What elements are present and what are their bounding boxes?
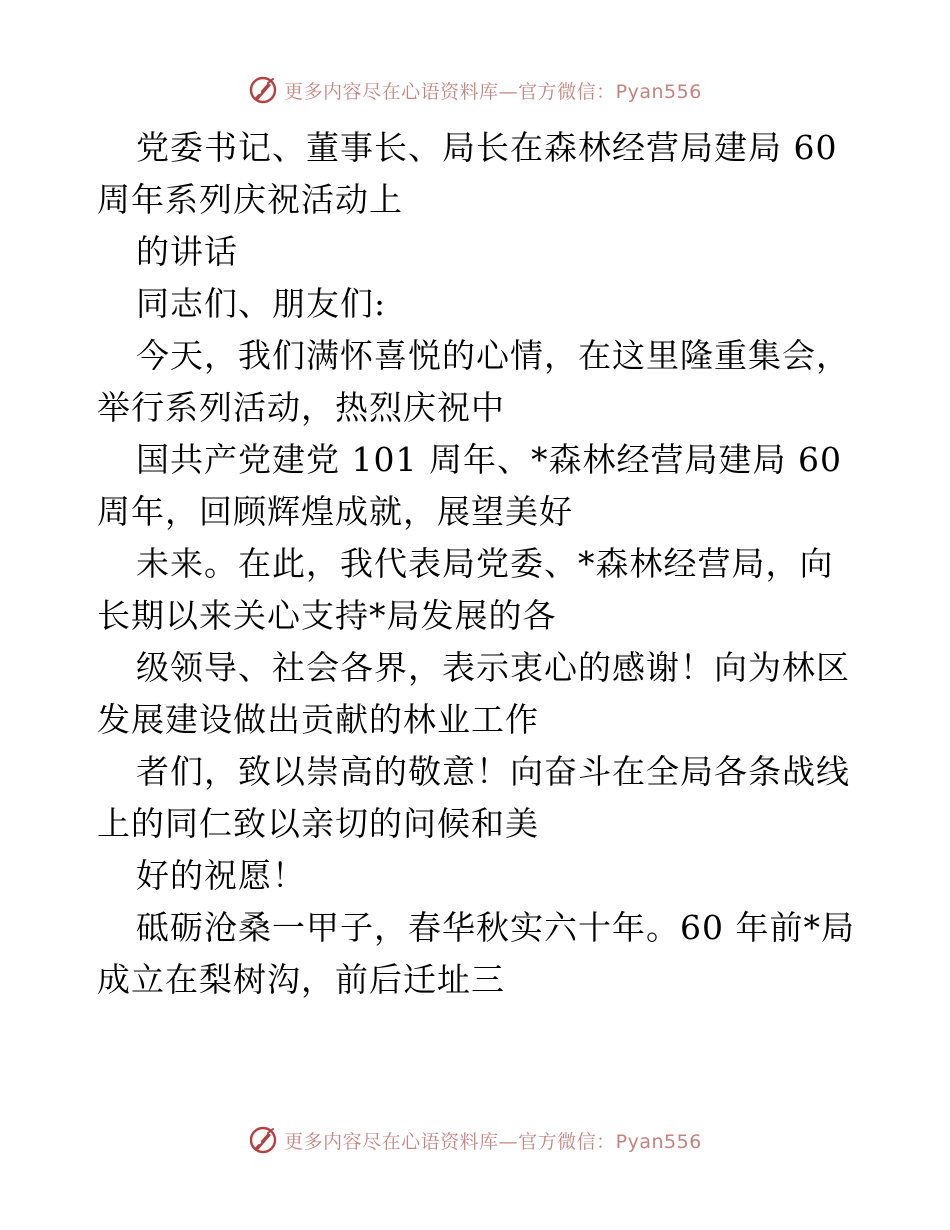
text-line: 好的祝愿！	[136, 856, 306, 895]
watermark-wechat-id: Pyan556	[615, 1130, 702, 1153]
document-body	[97, 122, 857, 1006]
watermark-main-text: 更多内容尽在心语资料库—官方微信：	[284, 80, 616, 103]
text-line: 党委书记、董事长、局长在森林经营局建局 60	[136, 128, 838, 167]
watermark-main-text: 更多内容尽在心语资料库—官方微信：	[284, 1130, 616, 1153]
text-line: 上的同仁致以亲切的问候和美	[97, 804, 539, 843]
text-line: 举行系列活动，热烈庆祝中	[97, 388, 505, 427]
text-line: 周年系列庆祝活动上	[97, 180, 403, 219]
text-line: 级领导、社会各界，表示衷心的感谢！向为林区	[136, 648, 850, 687]
quill-seal-icon	[248, 75, 278, 105]
watermark-text	[284, 77, 702, 104]
quill-seal-icon	[248, 1125, 278, 1155]
header-watermark	[0, 70, 950, 110]
text-line: 发展建设做出贡献的林业工作	[97, 700, 539, 739]
text-line: 者们，致以崇高的敬意！向奋斗在全局各条战线	[136, 752, 850, 791]
text-line: 周年，回顾辉煌成就，展望美好	[97, 492, 573, 531]
text-line: 成立在梨树沟，前后迁址三	[97, 960, 505, 999]
footer-watermark	[0, 1120, 950, 1160]
text-line: 砥砺沧桑一甲子，春华秋实六十年。60 年前*局	[136, 908, 855, 947]
text-line: 长期以来关心支持*局发展的各	[97, 596, 557, 635]
text-line: 的讲话	[136, 232, 238, 271]
watermark-wechat-id: Pyan556	[615, 80, 702, 103]
text-line: 今天，我们满怀喜悦的心情，在这里隆重集会，	[136, 336, 850, 375]
text-line: 未来。在此，我代表局党委、*森林经营局，向	[136, 544, 834, 583]
watermark-text	[284, 1127, 702, 1154]
text-line: 国共产党建党 101 周年、*森林经营局建局 60	[136, 440, 842, 479]
text-line: 同志们、朋友们:	[136, 284, 387, 323]
